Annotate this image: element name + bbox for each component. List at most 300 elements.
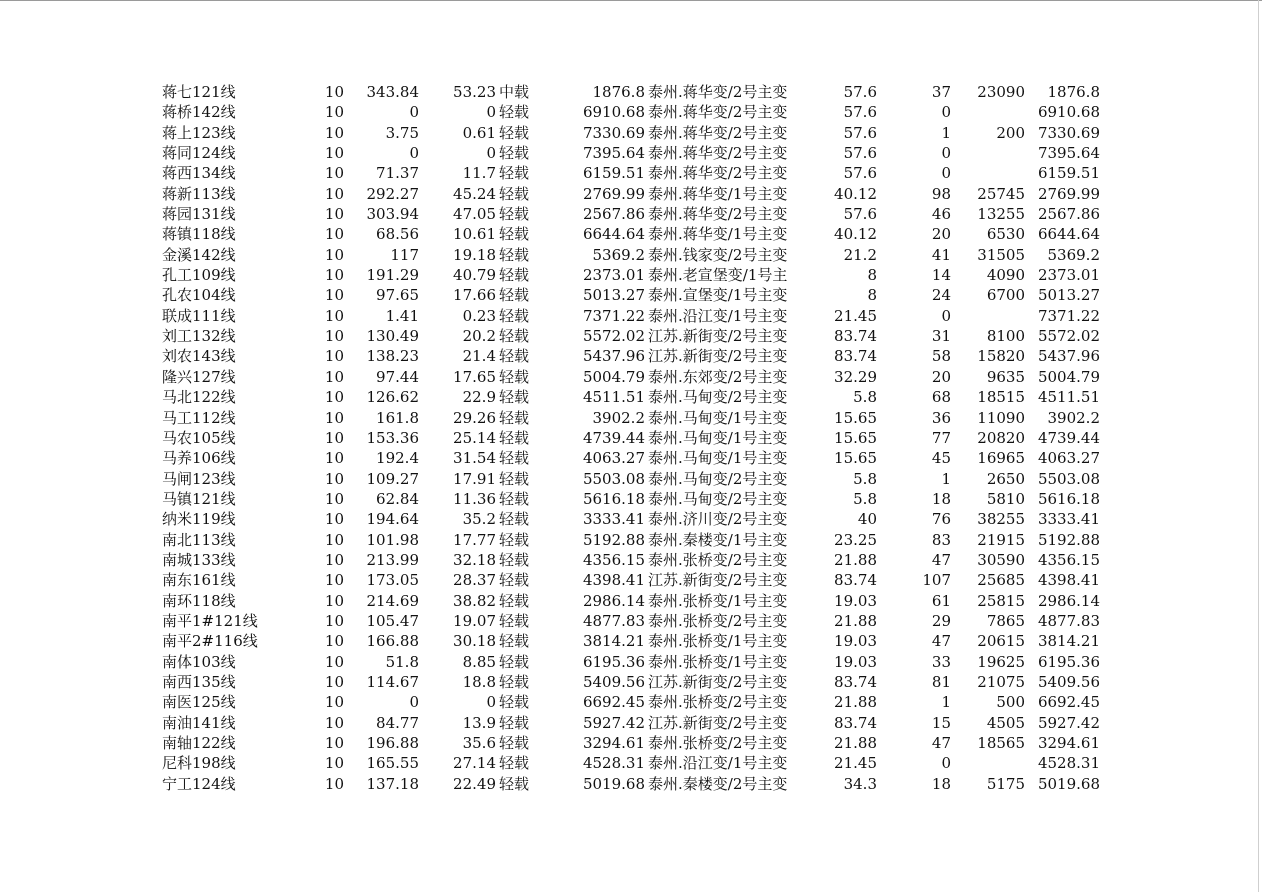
rating-cell: 34.3 [843,774,877,793]
total-cell: 4739.44 [1037,428,1100,447]
value-a-cell: 105.47 [366,611,419,630]
load-status-cell: 轻载 [499,123,530,142]
rating-cell: 40.12 [834,184,877,203]
capacity-cell: 3814.21 [582,632,645,651]
amount-cell: 25745 [977,184,1025,203]
count-cell: 47 [931,550,951,569]
load-status-cell: 轻载 [499,306,530,325]
value-b-cell: 21.4 [462,347,496,366]
value-a-cell: 292.27 [366,184,419,203]
load-status-cell: 轻载 [499,611,530,630]
capacity-cell: 5572.02 [582,327,645,346]
load-status-cell: 轻载 [499,286,530,305]
load-status-cell: 轻载 [499,713,530,732]
table-row [0,143,1262,163]
value-a-cell: 62.84 [376,489,419,508]
load-status-cell: 轻载 [499,510,530,529]
voltage-cell: 10 [324,611,344,630]
rating-cell: 57.6 [843,205,877,224]
value-a-cell: 194.64 [366,510,419,529]
voltage-cell: 10 [324,306,344,325]
count-cell: 0 [941,754,951,773]
rating-cell: 32.29 [834,367,877,386]
voltage-cell: 10 [324,591,344,610]
rating-cell: 40.12 [834,225,877,244]
value-b-cell: 35.2 [462,510,496,529]
line-name-cell: 南油141线 [162,713,236,732]
value-b-cell: 35.6 [462,734,496,752]
amount-cell: 18565 [977,734,1025,752]
rating-cell: 19.03 [834,652,877,671]
rating-cell: 57.6 [843,83,877,101]
capacity-cell: 5013.27 [582,286,645,305]
load-status-cell: 轻载 [499,672,530,691]
count-cell: 37 [931,83,951,101]
line-name-cell: 蒋同124线 [162,144,236,163]
capacity-cell: 6159.51 [582,164,645,183]
line-name-cell: 宁工124线 [162,774,236,793]
total-cell: 4356.15 [1037,550,1100,569]
transformer-cell: 泰州.马甸变/1号主变 [648,428,788,447]
line-name-cell: 隆兴127线 [162,367,236,386]
total-cell: 1876.8 [1047,83,1100,101]
table-row [0,428,1262,448]
line-name-cell: 南体103线 [162,652,236,671]
amount-cell: 20615 [977,632,1025,651]
line-name-cell: 南城133线 [162,550,236,569]
table-row [0,570,1262,590]
transformer-cell: 泰州.老宣堡变/1号主 [648,266,788,285]
count-cell: 107 [922,571,951,590]
count-cell: 98 [931,184,951,203]
line-name-cell: 马养106线 [162,449,236,468]
capacity-cell: 4739.44 [582,428,645,447]
voltage-cell: 10 [324,632,344,651]
voltage-cell: 10 [324,347,344,366]
amount-cell: 31505 [977,245,1025,264]
capacity-cell: 4511.51 [582,388,645,407]
rating-cell: 83.74 [834,713,877,732]
amount-cell: 25815 [977,591,1025,610]
total-cell: 2567.86 [1037,205,1100,224]
load-status-cell: 轻载 [499,103,530,122]
load-status-cell: 轻载 [499,408,530,427]
line-name-cell: 联成111线 [162,306,236,325]
value-a-cell: 84.77 [376,713,419,732]
total-cell: 3814.21 [1037,632,1100,651]
rating-cell: 5.8 [853,489,877,508]
rating-cell: 8 [867,286,877,305]
count-cell: 33 [931,652,951,671]
transformer-cell: 泰州.蒋华变/2号主变 [648,205,788,224]
value-b-cell: 0.23 [462,306,496,325]
load-status-cell: 轻载 [499,754,530,773]
load-status-cell: 轻载 [499,591,530,610]
capacity-cell: 2567.86 [582,205,645,224]
count-cell: 1 [941,693,951,712]
count-cell: 58 [931,347,951,366]
amount-cell: 5175 [986,774,1025,793]
line-name-cell: 南轴122线 [162,734,236,752]
amount-cell: 200 [996,123,1025,142]
voltage-cell: 10 [324,713,344,732]
count-cell: 47 [931,632,951,651]
load-status-cell: 轻载 [499,469,530,488]
total-cell: 4398.41 [1037,571,1100,590]
transformer-cell: 泰州.济川变/2号主变 [648,510,788,529]
total-cell: 7330.69 [1037,123,1100,142]
capacity-cell: 2986.14 [582,591,645,610]
transformer-cell: 泰州.张桥变/1号主变 [648,591,788,610]
rating-cell: 19.03 [834,632,877,651]
value-a-cell: 137.18 [366,774,419,793]
value-b-cell: 30.18 [453,632,496,651]
transformer-cell: 泰州.沿江变/1号主变 [648,306,788,325]
amount-cell: 6530 [986,225,1025,244]
transformer-cell: 泰州.蒋华变/1号主变 [648,184,788,203]
load-status-cell: 轻载 [499,347,530,366]
line-name-cell: 马闸123线 [162,469,236,488]
count-cell: 18 [931,489,951,508]
line-name-cell: 蒋新113线 [162,184,236,203]
capacity-cell: 7330.69 [582,123,645,142]
line-name-cell: 孔农104线 [162,286,236,305]
total-cell: 2373.01 [1037,266,1100,285]
load-status-cell: 轻载 [499,774,530,793]
count-cell: 24 [931,286,951,305]
table-row [0,611,1262,631]
transformer-cell: 江苏.新街变/2号主变 [648,571,788,590]
capacity-cell: 5369.2 [592,245,645,264]
capacity-cell: 2769.99 [582,184,645,203]
count-cell: 46 [931,205,951,224]
load-status-cell: 中载 [499,83,530,101]
value-b-cell: 0 [486,144,496,163]
voltage-cell: 10 [324,734,344,752]
value-b-cell: 17.77 [453,530,496,549]
table-row [0,591,1262,611]
table-row [0,509,1262,529]
rating-cell: 21.45 [834,754,877,773]
voltage-cell: 10 [324,489,344,508]
total-cell: 5927.42 [1037,713,1100,732]
table-row [0,102,1262,122]
voltage-cell: 10 [324,571,344,590]
voltage-cell: 10 [324,367,344,386]
transformer-cell: 江苏.新街变/2号主变 [648,347,788,366]
value-a-cell: 114.67 [366,672,419,691]
rating-cell: 57.6 [843,123,877,142]
value-b-cell: 13.9 [462,713,496,732]
rating-cell: 19.03 [834,591,877,610]
value-a-cell: 117 [390,245,419,264]
capacity-cell: 6644.64 [582,225,645,244]
transformer-cell: 泰州.张桥变/1号主变 [648,652,788,671]
voltage-cell: 10 [324,83,344,101]
value-a-cell: 191.29 [366,266,419,285]
amount-cell: 6700 [986,286,1025,305]
rating-cell: 21.2 [843,245,877,264]
voltage-cell: 10 [324,469,344,488]
rating-cell: 21.88 [834,734,877,752]
value-a-cell: 303.94 [366,205,419,224]
table-row [0,367,1262,387]
amount-cell: 5810 [986,489,1025,508]
voltage-cell: 10 [324,225,344,244]
total-cell: 3294.61 [1037,734,1100,752]
rating-cell: 15.65 [834,408,877,427]
load-status-cell: 轻载 [499,550,530,569]
transformer-cell: 泰州.蒋华变/2号主变 [648,164,788,183]
table-row [0,184,1262,204]
voltage-cell: 10 [324,286,344,305]
voltage-cell: 10 [324,144,344,163]
line-name-cell: 南东161线 [162,571,236,590]
value-b-cell: 27.14 [453,754,496,773]
value-b-cell: 19.07 [453,611,496,630]
table-row [0,224,1262,244]
load-status-cell: 轻载 [499,225,530,244]
load-status-cell: 轻载 [499,266,530,285]
voltage-cell: 10 [324,103,344,122]
table-row [0,346,1262,366]
count-cell: 45 [931,449,951,468]
value-a-cell: 153.36 [366,428,419,447]
rating-cell: 21.88 [834,611,877,630]
load-status-cell: 轻载 [499,245,530,264]
count-cell: 61 [931,591,951,610]
transformer-cell: 泰州.马甸变/2号主变 [648,489,788,508]
voltage-cell: 10 [324,388,344,407]
voltage-cell: 10 [324,408,344,427]
count-cell: 81 [931,672,951,691]
value-b-cell: 53.23 [453,83,496,101]
value-a-cell: 0 [409,693,419,712]
transformer-cell: 泰州.蒋华变/2号主变 [648,83,788,101]
capacity-cell: 4398.41 [582,571,645,590]
line-name-cell: 刘工132线 [162,327,236,346]
transformer-cell: 泰州.蒋华变/1号主变 [648,225,788,244]
value-b-cell: 40.79 [453,266,496,285]
voltage-cell: 10 [324,693,344,712]
amount-cell: 38255 [977,510,1025,529]
rating-cell: 57.6 [843,103,877,122]
capacity-cell: 7371.22 [582,306,645,325]
line-name-cell: 南北113线 [162,530,236,549]
capacity-cell: 3294.61 [582,734,645,752]
value-b-cell: 0.61 [462,123,496,142]
transformer-cell: 泰州.蒋华变/2号主变 [648,103,788,122]
load-status-cell: 轻载 [499,205,530,224]
voltage-cell: 10 [324,652,344,671]
table-row [0,489,1262,509]
value-a-cell: 130.49 [366,327,419,346]
count-cell: 47 [931,734,951,752]
value-a-cell: 3.75 [385,123,419,142]
total-cell: 6195.36 [1037,652,1100,671]
amount-cell: 500 [996,693,1025,712]
value-b-cell: 20.2 [462,327,496,346]
capacity-cell: 5192.88 [582,530,645,549]
table-row [0,123,1262,143]
transformer-cell: 泰州.马甸变/2号主变 [648,469,788,488]
count-cell: 36 [931,408,951,427]
total-cell: 5004.79 [1037,367,1100,386]
count-cell: 0 [941,103,951,122]
transformer-cell: 泰州.钱家变/2号主变 [648,245,788,264]
count-cell: 0 [941,144,951,163]
rating-cell: 83.74 [834,672,877,691]
amount-cell: 19625 [977,652,1025,671]
line-name-cell: 尼科198线 [162,754,236,773]
count-cell: 0 [941,164,951,183]
total-cell: 5409.56 [1037,672,1100,691]
value-a-cell: 196.88 [366,734,419,752]
total-cell: 7371.22 [1037,306,1100,325]
amount-cell: 21075 [977,672,1025,691]
voltage-cell: 10 [324,245,344,264]
total-cell: 4528.31 [1037,754,1100,773]
table-row [0,245,1262,265]
transformer-cell: 泰州.张桥变/2号主变 [648,734,788,752]
value-b-cell: 0 [486,103,496,122]
amount-cell: 20820 [977,428,1025,447]
amount-cell: 13255 [977,205,1025,224]
load-status-cell: 轻载 [499,693,530,712]
total-cell: 5616.18 [1037,489,1100,508]
load-status-cell: 轻载 [499,327,530,346]
capacity-cell: 5019.68 [582,774,645,793]
line-name-cell: 蒋镇118线 [162,225,236,244]
amount-cell: 15820 [977,347,1025,366]
line-name-cell: 马镇121线 [162,489,236,508]
total-cell: 5572.02 [1037,327,1100,346]
transformer-cell: 泰州.东郊变/2号主变 [648,367,788,386]
capacity-cell: 6692.45 [582,693,645,712]
capacity-cell: 7395.64 [582,144,645,163]
rating-cell: 5.8 [853,388,877,407]
value-b-cell: 0 [486,693,496,712]
value-b-cell: 18.8 [462,672,496,691]
capacity-cell: 2373.01 [582,266,645,285]
value-a-cell: 71.37 [376,164,419,183]
transformer-cell: 泰州.宣堡变/1号主变 [648,286,788,305]
load-status-cell: 轻载 [499,164,530,183]
total-cell: 2986.14 [1037,591,1100,610]
value-b-cell: 17.91 [453,469,496,488]
voltage-cell: 10 [324,530,344,549]
amount-cell: 9635 [986,367,1025,386]
value-b-cell: 17.66 [453,286,496,305]
total-cell: 4877.83 [1037,611,1100,630]
line-name-cell: 刘农143线 [162,347,236,366]
load-status-cell: 轻载 [499,428,530,447]
transformer-cell: 泰州.马甸变/2号主变 [648,388,788,407]
amount-cell: 4090 [986,266,1025,285]
count-cell: 41 [931,245,951,264]
value-b-cell: 32.18 [453,550,496,569]
amount-cell: 16965 [977,449,1025,468]
rating-cell: 83.74 [834,347,877,366]
count-cell: 20 [931,367,951,386]
capacity-cell: 1876.8 [592,83,645,101]
load-status-cell: 轻载 [499,184,530,203]
value-a-cell: 166.88 [366,632,419,651]
value-a-cell: 97.65 [376,286,419,305]
amount-cell: 4505 [986,713,1025,732]
transformer-cell: 江苏.新街变/2号主变 [648,327,788,346]
table-row [0,163,1262,183]
rating-cell: 57.6 [843,164,877,183]
total-cell: 5013.27 [1037,286,1100,305]
table-row [0,530,1262,550]
transformer-cell: 泰州.马甸变/1号主变 [648,449,788,468]
count-cell: 18 [931,774,951,793]
total-cell: 5019.68 [1037,774,1100,793]
value-a-cell: 138.23 [366,347,419,366]
count-cell: 1 [941,123,951,142]
count-cell: 68 [931,388,951,407]
value-a-cell: 126.62 [366,388,419,407]
line-name-cell: 马农105线 [162,428,236,447]
table-row [0,408,1262,428]
amount-cell: 2650 [986,469,1025,488]
table-row [0,631,1262,651]
value-a-cell: 101.98 [366,530,419,549]
capacity-cell: 5927.42 [582,713,645,732]
amount-cell: 25685 [977,571,1025,590]
voltage-cell: 10 [324,164,344,183]
amount-cell: 11090 [977,408,1025,427]
line-name-cell: 南医125线 [162,693,236,712]
value-b-cell: 22.9 [462,388,496,407]
value-a-cell: 173.05 [366,571,419,590]
voltage-cell: 10 [324,449,344,468]
rating-cell: 57.6 [843,144,877,163]
value-a-cell: 109.27 [366,469,419,488]
transformer-cell: 泰州.马甸变/1号主变 [648,408,788,427]
voltage-cell: 10 [324,123,344,142]
line-name-cell: 蒋七121线 [162,83,236,101]
load-status-cell: 轻载 [499,734,530,752]
value-b-cell: 19.18 [453,245,496,264]
capacity-cell: 3902.2 [592,408,645,427]
total-cell: 4511.51 [1037,388,1100,407]
table-row [0,652,1262,672]
rating-cell: 21.88 [834,550,877,569]
transformer-cell: 泰州.秦楼变/2号主变 [648,774,788,793]
total-cell: 5369.2 [1047,245,1100,264]
value-b-cell: 29.26 [453,408,496,427]
line-name-cell: 马工112线 [162,408,236,427]
count-cell: 31 [931,327,951,346]
amount-cell: 18515 [977,388,1025,407]
value-b-cell: 45.24 [453,184,496,203]
voltage-cell: 10 [324,550,344,569]
line-name-cell: 南平2#116线 [162,632,258,651]
value-b-cell: 47.05 [453,205,496,224]
transformer-cell: 江苏.新街变/2号主变 [648,672,788,691]
total-cell: 2769.99 [1037,184,1100,203]
capacity-cell: 5616.18 [582,489,645,508]
total-cell: 4063.27 [1037,449,1100,468]
count-cell: 20 [931,225,951,244]
value-b-cell: 11.7 [462,164,496,183]
table-row [0,672,1262,692]
table-row [0,326,1262,346]
total-cell: 5503.08 [1037,469,1100,488]
value-b-cell: 38.82 [453,591,496,610]
